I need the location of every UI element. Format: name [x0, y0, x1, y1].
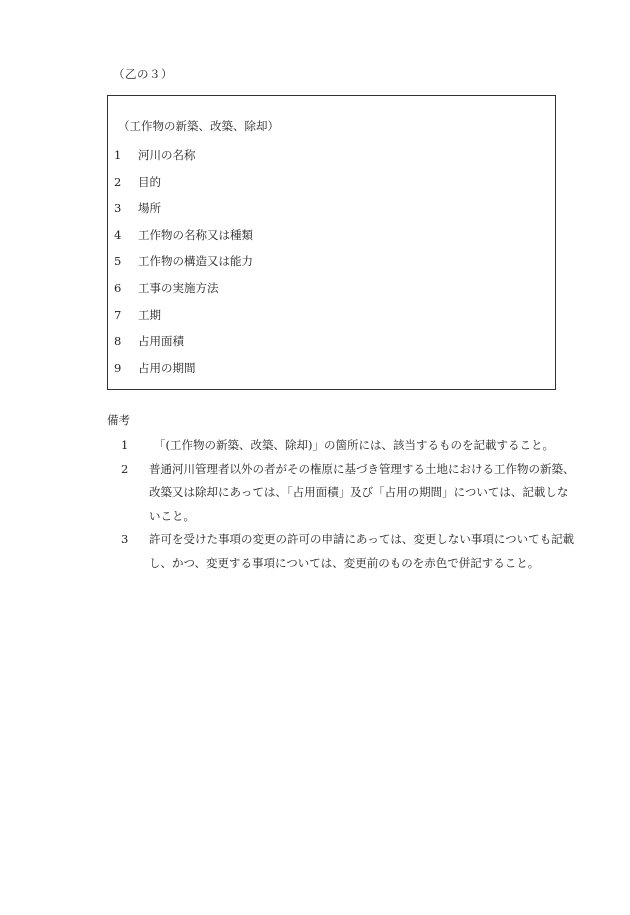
list-item	[114, 355, 253, 382]
box-header: （工作物の新築、改築、除却）	[118, 119, 279, 133]
list-item	[114, 302, 253, 329]
item-label: 工作物の名称又は種類	[138, 227, 253, 242]
item-label: 占用面積	[138, 334, 184, 349]
list-item	[114, 248, 253, 275]
notes-section	[107, 410, 577, 575]
list-item	[114, 328, 253, 355]
page-label: （乙の３）	[113, 67, 173, 81]
item-number: 1	[114, 148, 122, 162]
item-label: 工事の実施方法	[138, 280, 219, 295]
item-number: 3	[114, 201, 122, 216]
item-number: 7	[114, 307, 122, 322]
item-label: 工作物の構造又は能力	[138, 254, 253, 269]
item-list	[114, 142, 253, 381]
item-label: 工期	[138, 307, 161, 322]
item-number: 5	[114, 254, 122, 269]
item-number: 8	[114, 334, 122, 349]
list-item	[114, 169, 253, 196]
note-item	[107, 458, 577, 529]
item-number: 4	[114, 227, 122, 242]
list-item	[114, 142, 253, 169]
form-box	[107, 95, 556, 390]
item-label: 河川の名称	[138, 148, 196, 162]
item-number: 2	[114, 174, 122, 189]
list-item	[114, 275, 253, 302]
item-label: 場所	[138, 201, 161, 216]
list-item	[114, 222, 253, 249]
item-label: 目的	[138, 174, 161, 189]
note-item	[107, 434, 577, 458]
item-number: 6	[114, 280, 122, 295]
note-item	[107, 528, 577, 575]
note-number: 3	[121, 532, 129, 546]
item-number: 9	[114, 360, 122, 375]
note-number: 2	[121, 461, 129, 476]
note-text: 「(工作物の新築、改築、除却)」の箇所には、該当するものを記載すること。	[154, 438, 554, 452]
note-text: 普通河川管理者以外の者がその権原に基づき管理する土地における工作物の新築、改築又は除却にあっては、「占用面積」及び「占用の期間」については、記載しないこと。	[149, 461, 575, 523]
notes-title: 備考	[107, 413, 130, 427]
list-item	[114, 195, 253, 222]
note-number: 1	[121, 438, 129, 452]
item-label: 占用の期間	[138, 360, 196, 375]
note-text: 許可を受けた事項の変更の許可の申請にあっては、変更しない事項についても記載し、かつ、変更する事項については、変更前のものを赤色で併記すること。	[149, 532, 575, 570]
